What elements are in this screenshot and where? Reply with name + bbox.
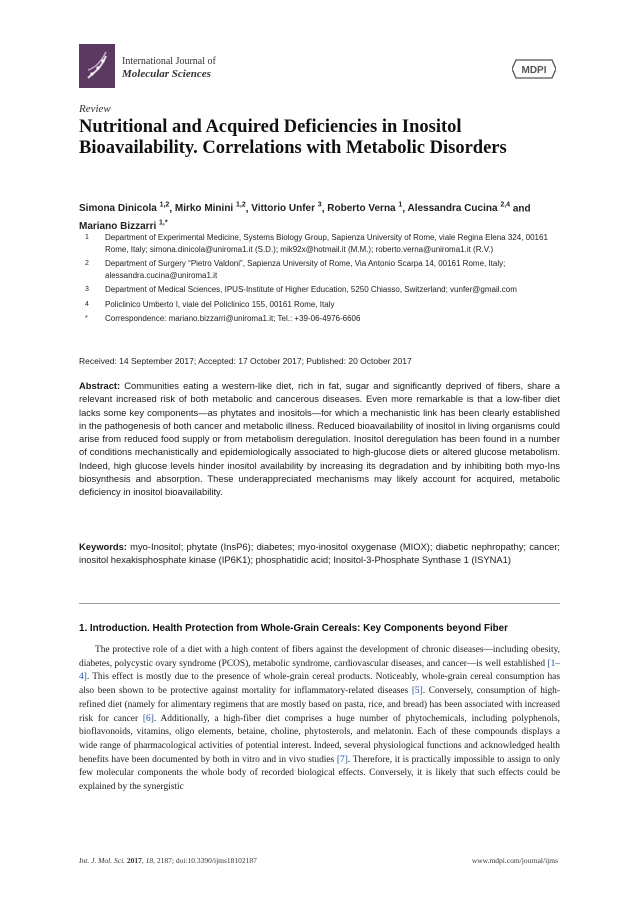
author	[79, 203, 169, 214]
author-affiliation-marker: 1	[398, 202, 403, 209]
affiliation-text: Department of Surgery “Pietro Valdoni”, Sapienza University of Rome, Via Antonio Scarpa 14, 00161 Rome, Italy; alessandra.cucina@uniroma1.it	[105, 259, 506, 280]
keywords-text: myo-Inositol; phytate (InsP6); diabetes; myo-inositol oxygenase (MIOX); diabetic nephropathy; cancer; inositol hexakisphosphate kinase (IP6K1); phosphatidic acid; Inositol-3-Phosphate Synthase 1 (ISYNA1)	[79, 541, 560, 566]
author-name: Mirko Minini	[174, 203, 234, 215]
author-affiliation-marker: 3	[317, 202, 322, 209]
keywords-label: Keywords:	[79, 541, 127, 552]
publisher-label: MDPI	[521, 65, 547, 76]
affiliation-item	[79, 232, 569, 255]
author	[408, 203, 511, 214]
footer-url[interactable]: www.mdpi.com/journal/ijms	[471, 856, 558, 865]
affiliation-number: 3	[85, 286, 89, 293]
author-affiliation-marker: 2,4	[500, 202, 511, 209]
mdpi-logo-icon	[512, 58, 556, 80]
affiliation-text: Correspondence: mariano.bizzarri@uniroma1.it; Tel.: +39-06-4976-6606	[105, 314, 361, 323]
section-divider	[79, 603, 560, 604]
author	[79, 221, 168, 232]
section-heading: 1. Introduction. Health Protection from Whole-Grain Cereals: Key Components beyond Fiber	[79, 623, 508, 634]
author-affiliation-marker: 1,*	[159, 219, 168, 227]
journal-logo-icon	[79, 44, 115, 88]
author	[251, 203, 321, 214]
abstract-text: Communities eating a western-like diet, rich in fat, sugar and significantly deprived of fibers, share a relevant increased risk of both metabolic and cancerous diseases. Even more remarkable is that a low-fiber diet lacks some key components—as phytates and inositols—for which a mechanistic link has been clearly established in the pathogenesis of both cancer and metabolic illness. Reduced bioavailability of inositol in living organisms could arise from reduced food supply or from metabolism deregulation. Inositol deregulation has been found in a number of conditions mechanistically and epidemiologically associated to high-glucose diets or altered glucose metabolism. Indeed, high glucose levels hinder inositol availability by increasing its degradation and by inhibiting both myo-Ins biosynthesis and absorption. These underappreciated mechanisms may likely account for acquired, metabolic deficiency in inositol bioavailability.	[79, 380, 561, 498]
footer-journal-abbrev: Int. J. Mol. Sci.	[79, 856, 126, 865]
author-name: Vittorio Unfer	[251, 203, 316, 215]
affiliation-number: 2	[85, 260, 89, 267]
body-text-segment: . Additionally, a high-fiber diet comprises a huge number of phytochemicals, including polyphenols, bioflavonoids, vitamins, oligo elements, betaine, choline, phytosterols, and melatonin. Each of these compounds displays a wide range of pharmacological activities of potential interest. Indeed, several physiological functions and acknowledged health benefits have been documented by both in vitro and in vivo studies	[79, 713, 560, 765]
affiliation-text: Department of Medical Sciences, IPUS-Institute of Higher Education, 5250 Chiasso, Switzerland; vunfer@gmail.com	[105, 285, 517, 294]
footer-year: 2017	[126, 856, 142, 865]
article-type: Review	[79, 103, 111, 115]
article-title	[79, 117, 559, 159]
author-name: Simona Dinicola	[79, 203, 157, 215]
affiliation-number: 4	[85, 300, 89, 308]
body-paragraph	[79, 644, 560, 795]
abstract-label: Abstract:	[79, 380, 121, 391]
affiliation-number: 1	[85, 234, 89, 241]
author-name: Mariano Bizzarri	[79, 220, 157, 232]
body-text-segment: . Therefore, it is practically impossible to assign to only few molecular components the whole body of recorded biological effects. Conversely, it is likely that such effects could be explained by the synergistic	[79, 754, 561, 793]
journal-name-line2: Molecular Sciences	[122, 68, 211, 80]
affiliation-text: Department of Experimental Medicine, Systems Biology Group, Sapienza University of Rome, viale Regina Elena 324, 00161 Rome, Italy; simona.dinicola@uniroma1.it (S.D.); mik92x@hotmail.it (M.M.); roberto.verna@uniroma1.it (R.V.)	[105, 233, 548, 254]
author-list: Simona Dinicola $^{1,2}$, Mirko Minini $^{1,2}$, Vittorio Unfer $^3$, Roberto Verna $^1$, Alessandra Cucina $^{2,4}$ and Mariano Bizzarri $^{1,*}$	[79, 202, 531, 232]
citation-link[interactable]: [1–4]	[79, 658, 560, 683]
author	[327, 203, 402, 214]
body-text-segment: . This effect is mostly due to the presence of whole-grain cereal products. Noticeably, whole-grain cereal consumption has also been shown to be protective against mortality for inflammatory-related diseases	[79, 672, 560, 697]
journal-name	[122, 56, 216, 80]
title-text: Nutritional and Acquired Deficiencies in Inositol Bioavailability. Correlations with Metabolic Disorders	[79, 117, 507, 158]
footer-volume: 18	[145, 856, 154, 865]
affiliation-item	[79, 258, 569, 281]
author-name: Alessandra Cucina	[407, 203, 498, 215]
affiliation-item	[79, 313, 569, 325]
citation-link[interactable]: [5]	[411, 686, 423, 697]
affiliation-item	[79, 284, 569, 296]
author-affiliation-marker: 1,2	[236, 202, 246, 209]
affiliation-list	[79, 232, 569, 328]
affiliation-text: Policlinico Umberto I, viale del Policlinico 155, 00161 Rome, Italy	[105, 299, 335, 309]
keywords	[79, 540, 560, 567]
affiliation-number: *	[85, 315, 88, 322]
author-affiliation-marker: 1,2	[159, 202, 170, 209]
author	[175, 203, 246, 214]
journal-name-line1: International Journal of	[122, 56, 216, 67]
footer-citation: Int. J. Mol. Sci. 2017, 18, 2187; doi:10.3390/ijms18102187	[79, 856, 257, 865]
body-text-segment: The protective role of a diet with a high content of fibers against the development of chronic diseases—including obesity, diabetes, polycystic ovary syndrome (PCOS), metabolic syndrome, cardiovascular diseases, and cancer—is well established	[79, 645, 560, 669]
citation-link[interactable]: [7]	[336, 754, 348, 765]
body-text-segment: . Conversely, consumption of high-refined diet (namely for alimentary regimens that are mostly based on pasta, rice, and bread) has been associated with increased risk for cancer	[79, 686, 560, 724]
affiliation-item	[79, 299, 569, 311]
citation-link[interactable]: [6]	[142, 713, 154, 724]
author-name: Roberto Verna	[327, 203, 396, 215]
publication-dates: Received: 14 September 2017; Accepted: 17 October 2017; Published: 20 October 2017	[79, 356, 412, 366]
footer-doi: , 2187; doi:10.3390/ijms18102187	[153, 856, 257, 865]
abstract	[79, 379, 560, 499]
